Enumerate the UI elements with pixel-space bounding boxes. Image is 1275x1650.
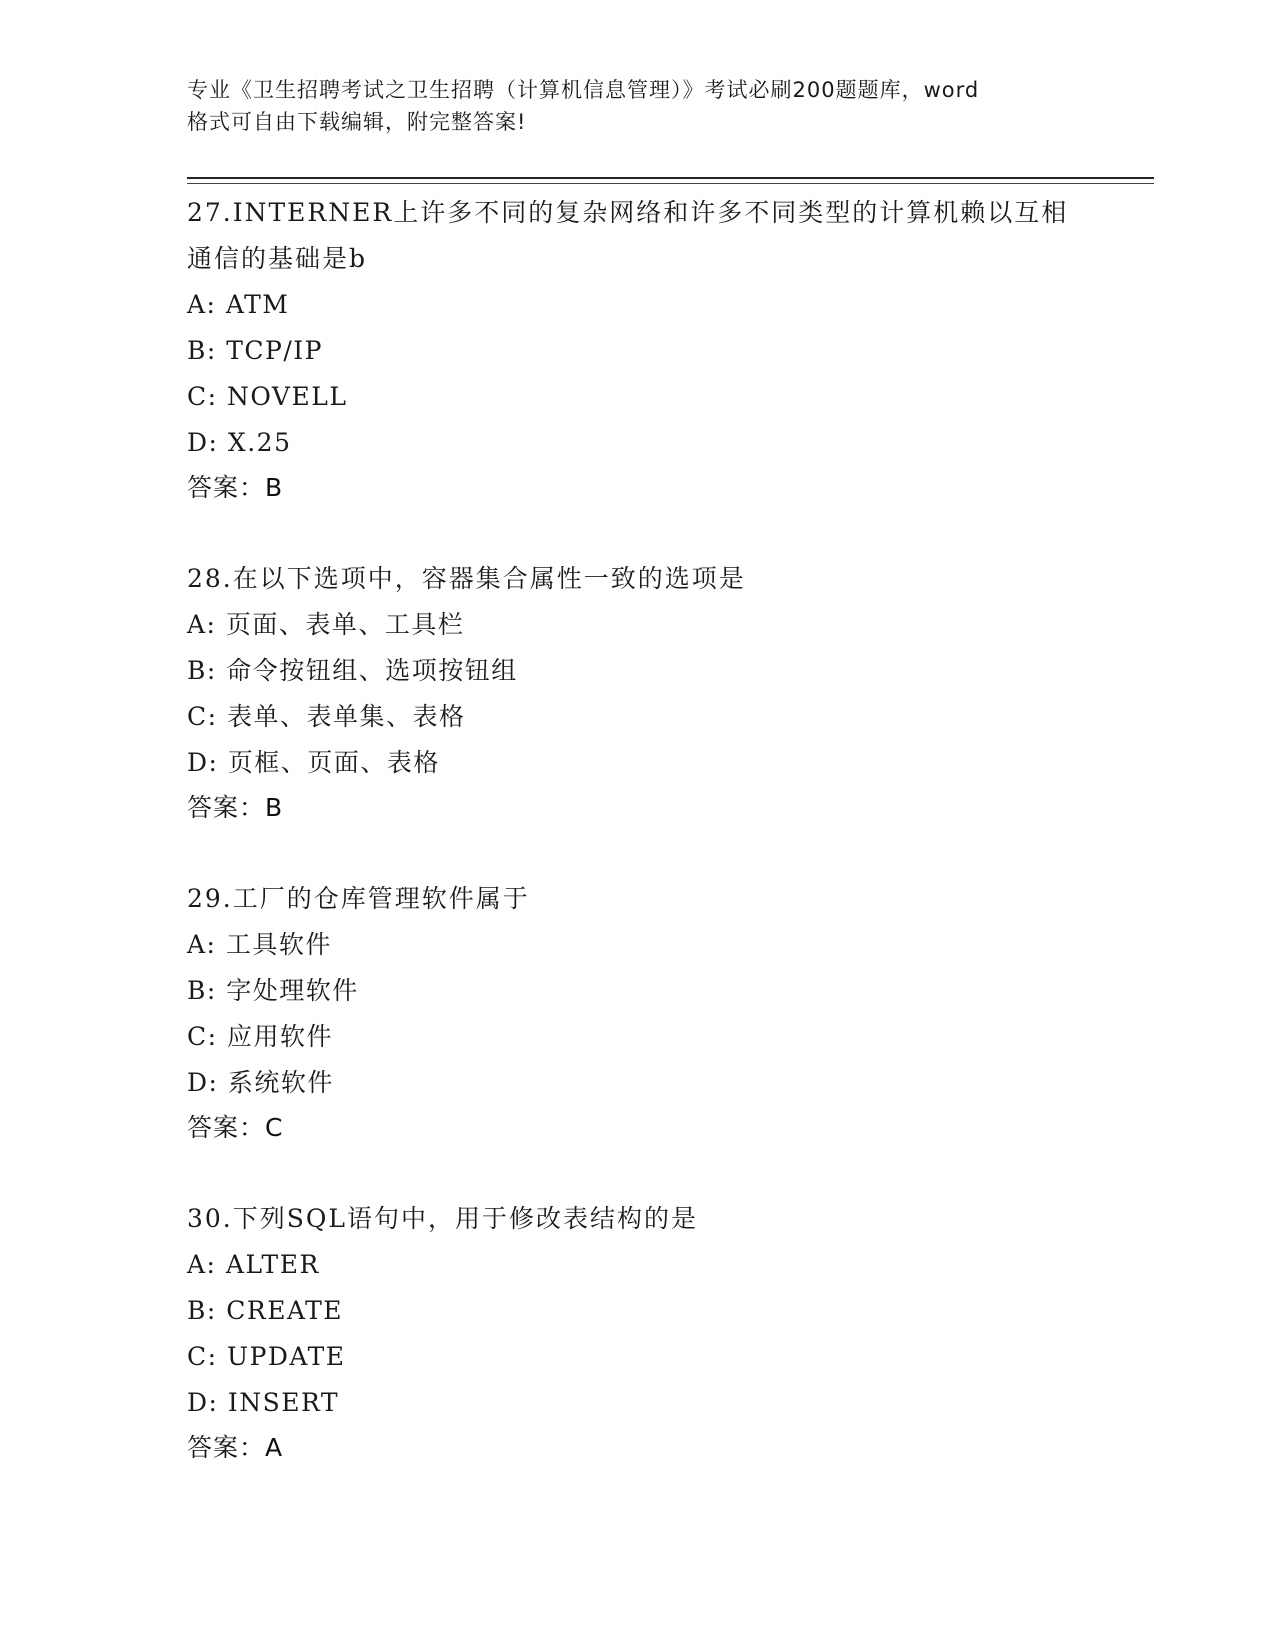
question-stem: 27.INTERNER上许多不同的复杂网络和许多不同类型的计算机赖以互相	[187, 198, 1069, 227]
document-header	[187, 74, 1087, 138]
header-line-1: 专业《卫生招聘考试之卫生招聘（计算机信息管理）》考试必刷200题题库，word	[187, 78, 980, 102]
option-a: A: ATM	[187, 290, 290, 319]
header-line-2: 格式可自由下载编辑，附完整答案!	[187, 110, 527, 134]
question-27	[187, 190, 1087, 510]
question-29	[187, 876, 1087, 1150]
option-d: D: INSERT	[187, 1388, 340, 1417]
question-list	[187, 190, 1087, 1516]
option-b: B: 字处理软件	[187, 976, 359, 1005]
question-stem-continued: 通信的基础是b	[187, 244, 368, 273]
answer: 答案：C	[187, 1113, 284, 1142]
option-a: A: 工具软件	[187, 930, 332, 959]
option-a: A: 页面、表单、工具栏	[187, 610, 465, 639]
header-divider-thick	[187, 177, 1154, 179]
option-c: C: 表单、表单集、表格	[187, 702, 466, 731]
answer: 答案：B	[187, 793, 284, 822]
option-d: D: 系统软件	[187, 1068, 334, 1097]
answer: 答案：B	[187, 473, 284, 502]
option-b: B: CREATE	[187, 1296, 344, 1325]
question-28	[187, 556, 1087, 830]
answer: 答案：A	[187, 1433, 284, 1462]
option-d: D: 页框、页面、表格	[187, 748, 440, 777]
question-stem: 29.工厂的仓库管理软件属于	[187, 884, 530, 913]
question-stem: 28.在以下选项中，容器集合属性一致的选项是	[187, 564, 746, 593]
option-c: C: UPDATE	[187, 1342, 346, 1371]
option-c: C: NOVELL	[187, 382, 348, 411]
question-stem: 30.下列SQL语句中，用于修改表结构的是	[187, 1204, 698, 1233]
option-d: D: X.25	[187, 428, 292, 457]
option-b: B: 命令按钮组、选项按钮组	[187, 656, 518, 685]
question-30	[187, 1196, 1087, 1470]
option-b: B: TCP/IP	[187, 336, 323, 365]
header-divider-thin	[187, 183, 1154, 184]
option-c: C: 应用软件	[187, 1022, 333, 1051]
option-a: A: ALTER	[187, 1250, 320, 1279]
